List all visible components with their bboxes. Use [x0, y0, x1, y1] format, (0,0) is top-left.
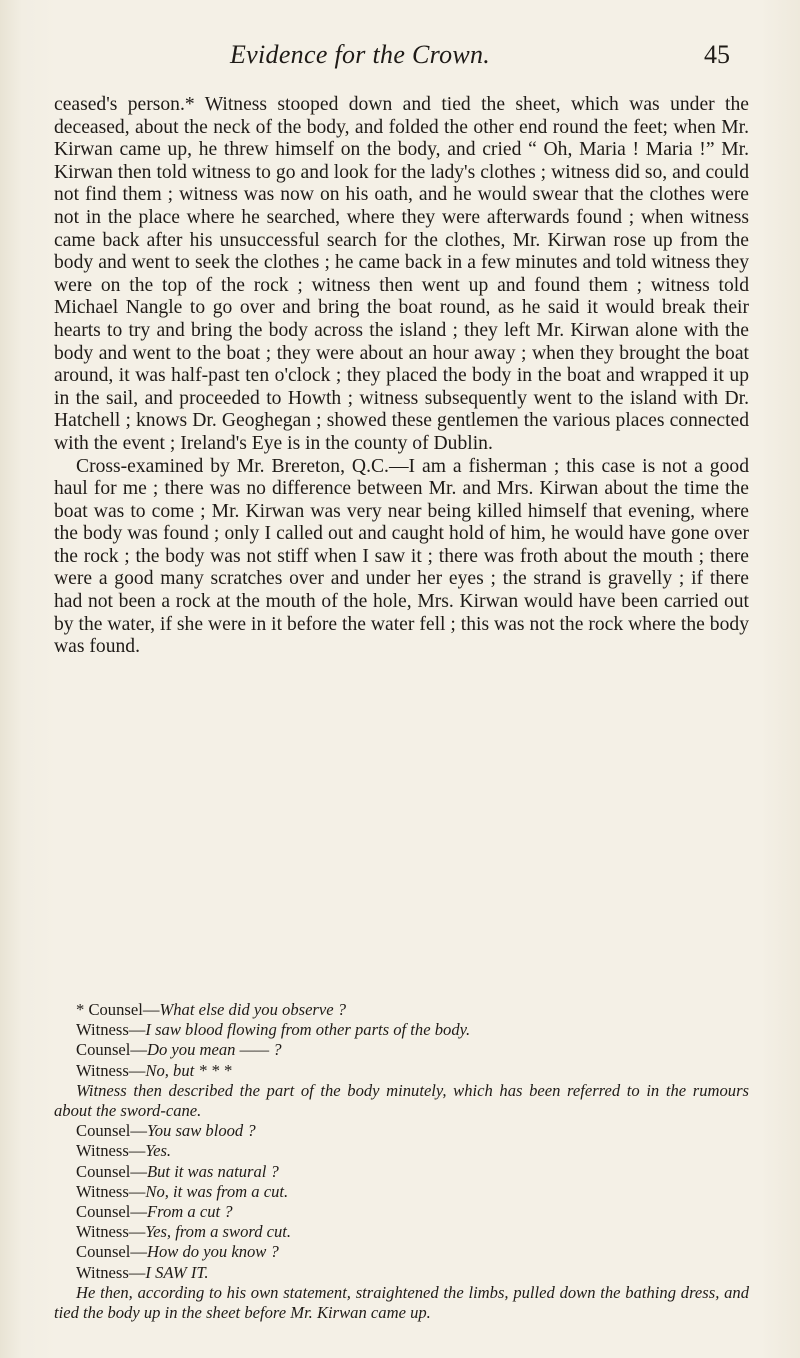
footnote-line: Counsel—How do you know ?: [76, 1242, 279, 1262]
paragraph-cross-examination: Cross-examined by Mr. Brereton, Q.C.—I am a fisherman ; this case is not a good haul for me ; there was no difference between Mr. and Mrs. Kirwan about the time the boat was to come ; Mr. Kirwan was very near being killed himself that evening, where the body was found ; only I called out and caught hold of him, he would have gone over the rock ; the body was not stiff when I saw it ; there was froth about the mouth ; there were a good many scratches over and under her eyes ; the strand is gravelly ; if there had not been a rock at the mouth of the hole, Mrs. Kirwan would have been carried out by the water, if she were in it before the water fell ; this was not the rock where the body was found.: [54, 455, 749, 658]
footnote-line: Counsel—From a cut ?: [76, 1202, 233, 1222]
body-text: [54, 94, 749, 659]
footnote-line: Witness—Yes.: [76, 1141, 172, 1161]
page-number: 45: [704, 40, 730, 69]
footnote-line: Counsel—But it was natural ?: [76, 1161, 279, 1181]
footnote-narration: He then, according to his own statement, straightened the limbs, pulled down the bathing dress, and tied the body up in the sheet before Mr. Kirwan came up.: [54, 1282, 749, 1323]
paragraph-testimony: ceased's person.* Witness stooped down and tied the sheet, which was under the deceased, about the neck of the body, and folded the other end round the feet; when Mr. Kirwan came up, he threw himself on the body, and cried “ Oh, Maria ! Maria !” Mr. Kirwan then told witness to go and look for the lady's clothes ; witness did so, and could not find them ; witness was now on his oath, and he would swear that the clothes were not in the place where he searched, where they were afterwards found ; when witness came back after his unsuccessful search for the clothes, Mr. Kirwan rose up from the body and went to seek the clothes ; he came back in a few minutes and told witness they were on the top of the rock ; witness then went up and found them ; witness told Michael Nangle to go over and bring the boat round, as he said it would break their hearts to try and bring the body across the island ; they left Mr. Kirwan alone with the body and went to the boat ; they were about an hour away ; when they brought the boat around, it was half-past ten o'clock ; they placed the body in the boat and wrapped it up in the sail, and proceeded to Howth ; witness subsequently went to the island with Dr. Hatchell ; knows Dr. Geoghegan ; showed these gentlemen the various places connected with the event ; Ireland's Eye is in the county of Dublin.: [54, 94, 749, 454]
footnote-line: Witness—Yes, from a sword cut.: [76, 1222, 292, 1242]
footnote-line: Counsel—You saw blood ?: [76, 1121, 256, 1141]
footnote-narration: Witness then described the part of the body minutely, which has been referred to in the rumours about the sword-cane.: [54, 1080, 749, 1121]
footnote: [54, 1000, 749, 1323]
footnote-line: Witness—I SAW IT.: [76, 1262, 209, 1282]
footnote-line: * Counsel—What else did you observe ?: [76, 1000, 347, 1019]
page-header: [230, 40, 730, 76]
footnote-line: Witness—No, it was from a cut.: [76, 1181, 289, 1201]
footnote-line: Witness—I saw blood flowing from other parts of the body.: [76, 1020, 471, 1040]
footnote-line: Witness—No, but * * *: [76, 1060, 232, 1080]
running-title: Evidence for the Crown.: [230, 40, 491, 69]
footnote-line: Counsel—Do you mean —— ?: [76, 1040, 282, 1060]
